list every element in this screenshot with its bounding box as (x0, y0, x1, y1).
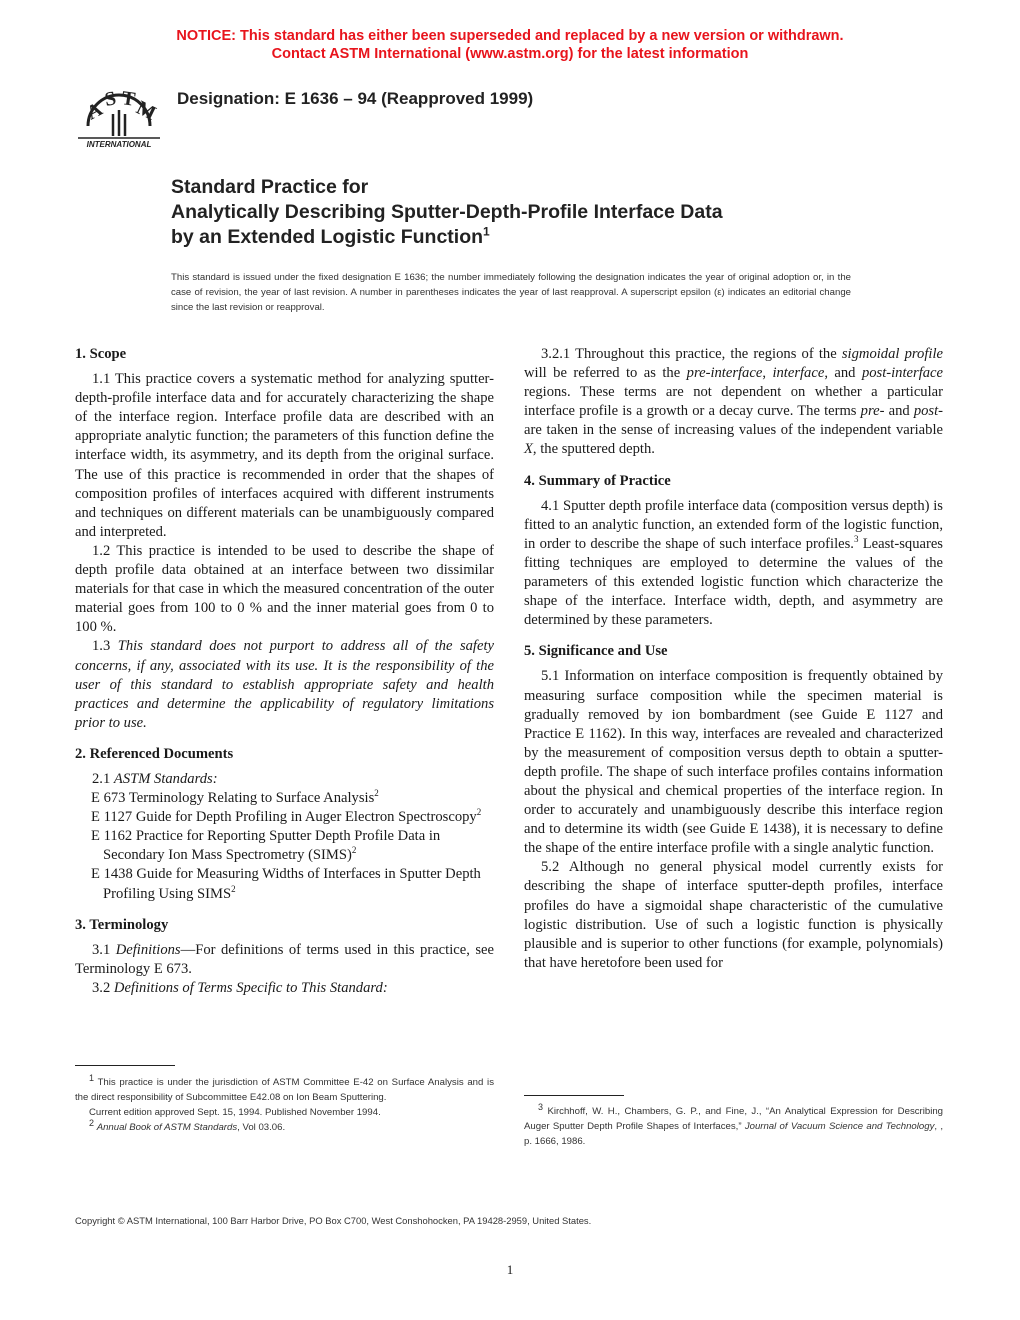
terminology-heading: 3. Terminology (75, 916, 169, 933)
footnotes-right (524, 1101, 944, 1149)
svg-text:S: S (103, 87, 118, 111)
title-footnote-mark: 1 (483, 224, 490, 239)
ref-item: E 1162 Practice for Reporting Sputter Depth Profile Data in Secondary Ion Mass Spectrometry (SIMS)$^2$ (91, 828, 441, 864)
ref-item: E 1127 Guide for Depth Profiling in Auger Electron Spectroscopy$^2$ (91, 807, 482, 826)
terminology-para-3: 3.2.1 Throughout this practice, the regions of the sigmoidal profile will be referred to as the pre-interface, interface, and post-interface regions. These terms are not dependent on whether a particular interface profile is a growth or a decay curve. The terms pre- and post- are taken in the sense of increasing values of the independent variable X, the sputtered depth. (524, 346, 944, 458)
significance-para-1: 5.1 Information on interface composition is frequently obtained by measuring surface composition while the specimen material is gradually removed by ion bombardment (see Guide E 1127 and Practice E 1162). In this way, interfaces are revealed and characterized by the measurement of composition versus depth to obtain a sputter-depth profile. The shape of such interface profiles contains information about the physical and chemical properties of the interface region. In order to accurately and unambiguously describe this interface region and to determine its width (see Guide E 1438), it is necessary to define the shape of the entire interface profile with a single analytic function. (524, 668, 943, 857)
footnote-1: $^1$ This practice is under the jurisdiction of ASTM Committee E-42 on Surface Analysis and is the direct responsibility of Subcommittee E42.08 on Ion Beam Sputtering. (75, 1072, 494, 1103)
footnote-rule-right (524, 1095, 624, 1096)
scope-para-2: 1.2 This practice is intended to be used to describe the shape of depth profile data obtained at an interface between two dissimilar materials for that case in which the measured concentration of the outer material goes from 100 to 0 % and the inner material goes from 0 to 100 %. (75, 542, 494, 636)
svg-text:T: T (120, 87, 137, 111)
footnote-3: $^3$ Kirchhoff, W. H., Chambers, G. P., and Fine, J., “An Analytical Expression for Describing Auger Sputter Depth Profile Shapes of Interfaces,” Journal of Vacuum Science and Technology, , p. 1666, 1986. (524, 1101, 944, 1147)
scope-para-3: 1.3 This standard does not purport to address all of the safety concerns, if any, associated with its use. It is the responsibility of the user of this standard to establish appropriate safety and health practices and determine the applicability of regulatory limitations prior to use. (75, 638, 494, 731)
summary-para-1: 4.1 Sputter depth profile interface data (composition versus depth) is fitted to an analytic function, an extended form of the logistic function, in order to describe the shape of such interface profiles.$^3$ Least-squares fitting techniques are employed to determine the values of the parameters of this extended logistic function which characterize the shape of the interface. Interface width, depth, and asymmetry are determined by these parameters. (524, 497, 943, 629)
scope-para-1: 1.1 This practice covers a systematic method for analyzing sputter-depth-profile interface data and for accurately characterizing the shape of the interface region. Interface profile data are described with an appropriate analytic function; the parameters of this function define the interface width, its asymmetry, and its depth from the original surface. The use of this practice is recommended in order that the shapes of composition profiles of interfaces acquired with different instruments and techniques on different materials can be unambiguously compared and interpreted. (75, 371, 494, 540)
notice-line-2: Contact ASTM International (www.astm.org) for the latest information (271, 46, 749, 62)
astm-logo (76, 80, 162, 150)
issue-note: This standard is issued under the fixed designation E 1636; the number immediately following the designation indicates the year of original adoption or, in the case of revision, the year of last revision. A number in parentheses indicates the year of last reapproval. A superscript epsilon (ε) indicates an editorial change since the last revision or reapproval. (171, 272, 851, 313)
footnote-rule-left (75, 1065, 175, 1066)
title-line-2: Analytically Describing Sputter-Depth-Profile Interface Data (171, 201, 723, 223)
terminology-para-1: 3.1 Definitions—For definitions of terms used in this practice, see Terminology E 673. (75, 941, 494, 977)
title-line-3: by an Extended Logistic Function$^1$ (171, 224, 490, 248)
logo-label: INTERNATIONAL (86, 140, 152, 149)
document-title (171, 175, 723, 250)
ref-item: E 673 Terminology Relating to Surface Analysis$^2$ (91, 788, 379, 807)
title-line-1: Standard Practice for (171, 176, 369, 198)
notice-banner (0, 27, 1020, 63)
astm-standards-label: 2.1 ASTM Standards: (92, 770, 218, 787)
referenced-heading: 2. Referenced Documents (75, 745, 234, 762)
terminology-para-2: 3.2 Definitions of Terms Specific to This Standard: (92, 979, 388, 996)
footnotes-left (75, 1072, 494, 1135)
summary-heading: 4. Summary of Practice (524, 472, 671, 489)
significance-para-2: 5.2 Although no general physical model currently exists for describing the shape of interface sputter-depth profiles, interface profiles do have a sigmoidal shape characteristic of the cumulative logistic distribution. Use of such a logistic function is physically plausible and is superior to other functions (for example, polynomials) that have heretofore been used for (524, 859, 943, 971)
significance-heading: 5. Significance and Use (524, 643, 668, 660)
right-column (524, 345, 943, 973)
svg-text:A: A (83, 98, 107, 125)
page-number: 1 (506, 1262, 514, 1277)
designation: Designation: E 1636 – 94 (Reapproved 1999) (177, 89, 534, 108)
scope-heading: 1. Scope (75, 346, 127, 362)
footnote-1-edition: Current edition approved Sept. 15, 1994. Published November 1994. (89, 1107, 381, 1118)
copyright-line: Copyright © ASTM International, 100 Barr Harbor Drive, PO Box C700, West Conshohocken, PA 19428-2959, United States. (75, 1215, 592, 1226)
ref-item: E 1438 Guide for Measuring Widths of Interfaces in Sputter Depth Profiling Using SIMS$^2$ (91, 866, 481, 902)
left-column (75, 345, 494, 998)
notice-line-1: NOTICE: This standard has either been superseded and replaced by a new version or withdrawn. (176, 28, 844, 44)
footnote-2: $^2$ Annual Book of ASTM Standards, Vol 03.06. (89, 1117, 286, 1133)
svg-text:M: M (132, 96, 160, 125)
